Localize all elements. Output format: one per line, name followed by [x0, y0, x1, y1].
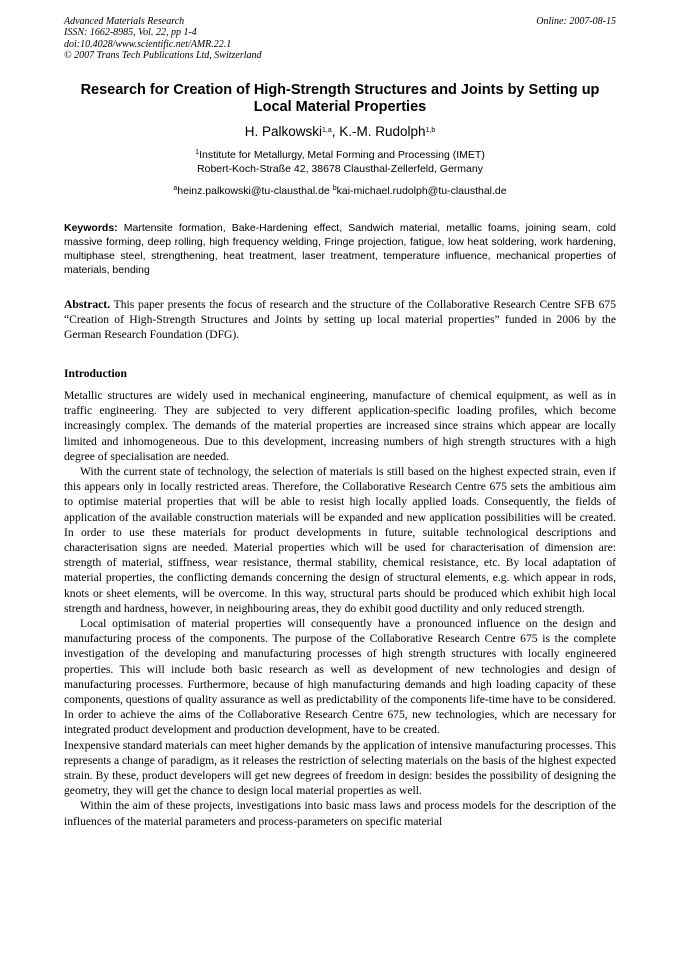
- paper-title: Research for Creation of High-Strength Structures and Joints by Setting up Local Material Properties: [80, 82, 600, 115]
- email-line: [64, 184, 616, 198]
- email-a: heinz.palkowski@tu-clausthal.de: [177, 185, 330, 197]
- affiliation-sup: 1: [195, 149, 200, 156]
- affiliation-institute: Institute for Metallurgy, Metal Forming and Processing (IMET): [199, 149, 485, 161]
- journal-header: [64, 16, 616, 62]
- author-1-name: H. Palkowski: [244, 124, 322, 139]
- keywords: [64, 221, 616, 277]
- author-line: [64, 123, 616, 140]
- journal-name: Advanced Materials Research: [64, 16, 185, 27]
- email-b-sup: b: [332, 185, 337, 192]
- author-2-name: K.-M. Rudolph: [339, 124, 426, 139]
- journal-issn: ISSN: 1662-8985, Vol. 22, pp 1-4: [64, 27, 197, 39]
- intro-paragraph-5: Within the aim of these projects, investigations into basic mass laws and process models for the description of the influences of the material parameters and process-parameters on specific material: [64, 799, 616, 828]
- email-b: kai-michael.rudolph@tu-clausthal.de: [336, 185, 507, 197]
- intro-paragraph-3: Local optimisation of material properties will consequently have a pronounced influence on the design and manufacturing process of the components. The purpose of the Collaborative Research Centre 675 is the complete investigation of the developing and manufacturing processes of high strength structures with locally engineered properties. This will include both basic research as well as development of new technologies and design of manufacturing processes. Furthermore, because of high manufacturing demands and high loading capacity of these components, questions of quality assurance as well as predictability of the components life-time have to be considered. In order to achieve the aims of the Collaborative Research Centre 675, new technologies, which are necessary for integrated product development and production development, have to be created.: [64, 617, 616, 737]
- author-1-sup: 1,a: [322, 127, 332, 134]
- author-2-sup: 1,b: [425, 127, 436, 134]
- keywords-text: Martensite formation, Bake-Hardening effect, Sandwich material, metallic foams, joining seam, cold massive forming, deep rolling, high frequency welding, Fringe projection, fatigue, low heat soldering, work hardening, multiphase steel, strengthening, heat treatment, laser treatment, temperature influence, mechanical properties of materials, bending: [64, 222, 616, 276]
- online-date: Online: 2007-08-15: [536, 16, 616, 27]
- affiliation-line-2: Robert-Koch-Straße 42, 38678 Clausthal-Zellerfeld, Germany: [197, 163, 483, 175]
- journal-copyright: © 2007 Trans Tech Publications Ltd, Switzerland: [64, 50, 262, 62]
- author-separator: ,: [331, 124, 340, 139]
- introduction-heading: Introduction: [64, 367, 127, 380]
- intro-paragraph-4: Inexpensive standard materials can meet higher demands by the application of intensive manufacturing processes. This represents a change of paradigm, as it releases the restriction of selecting materials on the basis of the highest expected strain. By these, product developers will get new degrees of freedom in design: besides the possibility of designing the geometry, they will get the chance to design local material properties as well.: [64, 738, 616, 798]
- abstract: [64, 297, 616, 343]
- affiliation-line-1: [64, 148, 616, 162]
- abstract-text: This paper presents the focus of research and the structure of the Collaborative Research Centre SFB 675 “Creation of High-Strength Structures and Joints by setting up local material properties” funded in 2006 by the German Research Foundation (DFG).: [64, 298, 616, 342]
- intro-paragraph-2: With the current state of technology, the selection of materials is still based on the highest expected strain, even if this appears only in locally restricted areas. Therefore, the Collaborative Research Centre 675 sets the ambitious aim to optimise material properties that will be able to resist high locally applied loads. Consequently, the fields of application of the available construction materials will be expanded and new application possibilities will be created. In order to use these materials for product developments in future, suitable technological descriptions and characterisation signs are needed. Material properties which will be used for characterisation of dimension are: strength of material, stiffness, wear resistance, thermal stability, chemical resistance, etc. By local adaptation of material properties, the conflicting demands concerning the design of structural elements, e.g. which appear in rods, knots or sheet elements, will be overcome. In this way, structural parts should be produced which exhibit high local strength and hardness, however, in neighbouring areas, they do exhibit good ductility and only reduced strength.: [64, 465, 616, 615]
- abstract-label: Abstract.: [64, 298, 111, 311]
- keywords-label: Keywords:: [64, 222, 118, 234]
- journal-doi: doi:10.4028/www.scientific.net/AMR.22.1: [64, 38, 232, 50]
- introduction-body: [64, 388, 616, 829]
- intro-paragraph-1: Metallic structures are widely used in mechanical engineering, manufacture of chemical equipment, as well as in traffic engineering. They are subjected to very different application-specific loading profiles, which become increasingly complex. The demands of the material properties are increased since strains which appear are locally limited and inhomogeneous. Due to this development, increasing numbers of high strength structures with a high degree of specialisation are needed.: [64, 389, 616, 463]
- email-a-sup: a: [173, 185, 178, 192]
